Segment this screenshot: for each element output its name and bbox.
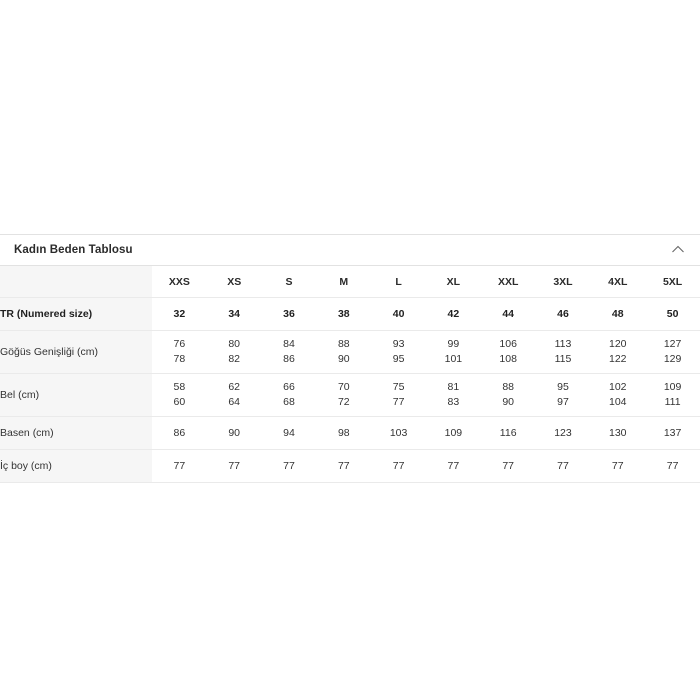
value-max: 83 xyxy=(447,396,460,408)
table-cell: 116 xyxy=(481,417,536,450)
table-cell: 77 xyxy=(371,450,426,483)
table-cell xyxy=(152,374,207,417)
column-header xyxy=(0,266,152,298)
table-cell xyxy=(590,331,645,374)
table-cell: 50 xyxy=(645,298,700,331)
value-max: 115 xyxy=(554,353,572,365)
table-cell: 98 xyxy=(316,417,371,450)
table-cell xyxy=(426,374,481,417)
column-header: L xyxy=(371,266,426,298)
table-cell: 90 xyxy=(207,417,262,450)
value-min: 106 xyxy=(499,338,517,350)
value-min: 127 xyxy=(663,338,682,350)
value-min: 81 xyxy=(447,381,460,393)
table-cell xyxy=(645,331,700,374)
value-max: 122 xyxy=(609,353,627,365)
table-cell xyxy=(152,331,207,374)
table-cell: 48 xyxy=(590,298,645,331)
panel-header[interactable] xyxy=(0,234,700,266)
table-cell: 44 xyxy=(481,298,536,331)
table-cell xyxy=(262,374,317,417)
value-min: 75 xyxy=(392,381,405,393)
value-min: 84 xyxy=(283,338,295,350)
value-min: 109 xyxy=(663,381,682,393)
row-label: İç boy (cm) xyxy=(0,450,152,483)
value-min: 88 xyxy=(337,338,350,350)
table-cell: 38 xyxy=(316,298,371,331)
value-min: 62 xyxy=(228,381,241,393)
table-cell: 77 xyxy=(262,450,317,483)
table-cell: 34 xyxy=(207,298,262,331)
table-cell xyxy=(262,331,317,374)
table-cell: 94 xyxy=(262,417,317,450)
value-max: 97 xyxy=(557,396,569,408)
value-max: 90 xyxy=(502,396,515,408)
value-min: 95 xyxy=(557,381,569,393)
table-cell: 77 xyxy=(152,450,207,483)
size-chart-panel xyxy=(0,234,700,483)
value-max: 82 xyxy=(228,353,241,365)
value-max: 86 xyxy=(283,353,295,365)
value-max: 101 xyxy=(444,353,463,365)
value-min: 66 xyxy=(283,381,295,393)
table-cell: 36 xyxy=(262,298,317,331)
value-max: 78 xyxy=(173,353,186,365)
value-min: 120 xyxy=(609,338,627,350)
table-cell: 77 xyxy=(426,450,481,483)
column-header: XS xyxy=(207,266,262,298)
table-row xyxy=(0,417,700,450)
value-min: 113 xyxy=(554,338,572,350)
value-min: 99 xyxy=(447,338,460,350)
value-min: 88 xyxy=(502,381,515,393)
table-cell: 130 xyxy=(590,417,645,450)
value-max: 90 xyxy=(337,353,350,365)
table-cell: 123 xyxy=(536,417,591,450)
value-min: 102 xyxy=(609,381,627,393)
table-row xyxy=(0,298,700,331)
table-cell: 109 xyxy=(426,417,481,450)
chevron-up-icon[interactable] xyxy=(670,242,686,258)
value-min: 76 xyxy=(173,338,186,350)
table-cell: 42 xyxy=(426,298,481,331)
column-header: XL xyxy=(426,266,481,298)
value-max: 129 xyxy=(663,353,682,365)
table-cell: 46 xyxy=(536,298,591,331)
column-header: 4XL xyxy=(590,266,645,298)
table-cell xyxy=(536,374,591,417)
value-max: 95 xyxy=(392,353,405,365)
value-max: 68 xyxy=(283,396,295,408)
table-cell: 40 xyxy=(371,298,426,331)
value-max: 111 xyxy=(664,396,681,408)
table-cell xyxy=(371,374,426,417)
table-header-row xyxy=(0,266,700,298)
column-header: 5XL xyxy=(645,266,700,298)
column-header: 3XL xyxy=(536,266,591,298)
value-max: 60 xyxy=(173,396,186,408)
table-cell xyxy=(536,331,591,374)
table-row xyxy=(0,374,700,417)
table-cell xyxy=(207,374,262,417)
column-header: XXS xyxy=(152,266,207,298)
column-header: S xyxy=(262,266,317,298)
table-cell xyxy=(481,331,536,374)
table-cell: 77 xyxy=(536,450,591,483)
table-row xyxy=(0,450,700,483)
table-row xyxy=(0,331,700,374)
column-header: XXL xyxy=(481,266,536,298)
row-label: Basen (cm) xyxy=(0,417,152,450)
value-min: 80 xyxy=(228,338,241,350)
table-cell: 137 xyxy=(645,417,700,450)
value-max: 104 xyxy=(609,396,627,408)
value-max: 72 xyxy=(337,396,350,408)
page-title: Kadın Beden Tablosu xyxy=(14,244,133,256)
value-min: 93 xyxy=(392,338,405,350)
size-table xyxy=(0,266,700,483)
table-cell: 32 xyxy=(152,298,207,331)
table-cell xyxy=(316,331,371,374)
table-cell: 77 xyxy=(590,450,645,483)
row-label: Göğüs Genişliği (cm) xyxy=(0,331,152,374)
table-cell xyxy=(207,331,262,374)
table-cell: 103 xyxy=(371,417,426,450)
value-max: 77 xyxy=(392,396,405,408)
table-cell xyxy=(426,331,481,374)
table-cell xyxy=(316,374,371,417)
value-min: 58 xyxy=(173,381,186,393)
table-cell xyxy=(481,374,536,417)
value-min: 70 xyxy=(337,381,350,393)
table-cell: 77 xyxy=(481,450,536,483)
table-cell: 77 xyxy=(207,450,262,483)
table-cell: 77 xyxy=(316,450,371,483)
row-label: Bel (cm) xyxy=(0,374,152,417)
column-header: M xyxy=(316,266,371,298)
row-label: TR (Numered size) xyxy=(0,298,152,331)
value-max: 108 xyxy=(499,353,517,365)
table-cell: 77 xyxy=(645,450,700,483)
table-cell xyxy=(371,331,426,374)
table-cell xyxy=(645,374,700,417)
table-cell xyxy=(590,374,645,417)
table-cell: 86 xyxy=(152,417,207,450)
value-max: 64 xyxy=(228,396,241,408)
